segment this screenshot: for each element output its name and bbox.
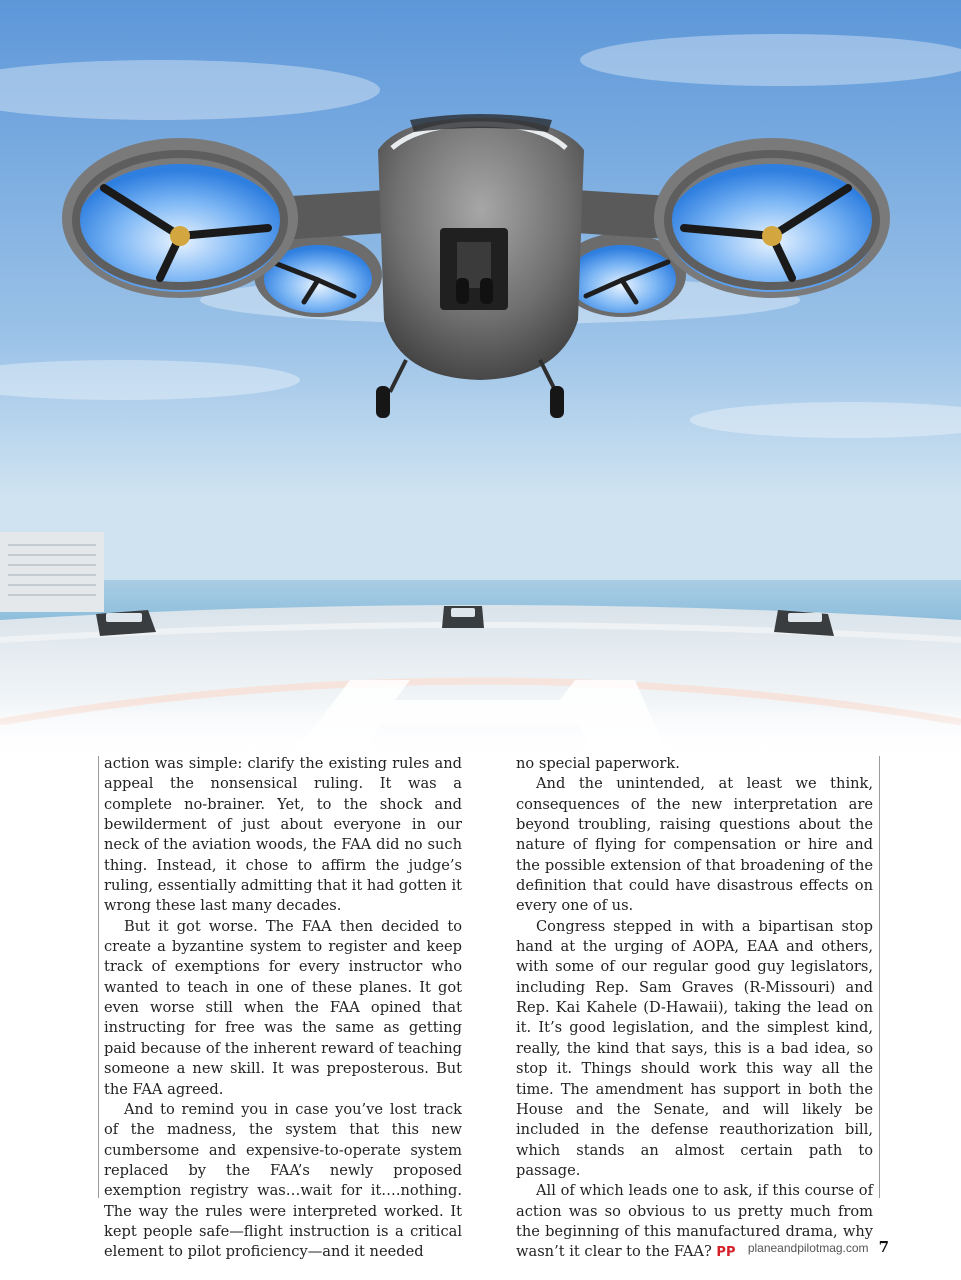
pad-light bbox=[442, 606, 484, 628]
paragraph: And to remind you in case you’ve lost track of the madness, the system that this new cumbersome and expensive-to-operate system replaced by the FAA’s newly proposed exemption registry was…wait for it….nothing. The way the rules were interpreted worked. It kept people safe—flight instruction is a critical element to pilot proficiency—and it needed bbox=[104, 1100, 462, 1261]
end-mark: PP bbox=[716, 1245, 736, 1261]
paragraph: And the unintended, at least we think, consequences of the new interpretation are beyond troubling, raising questions about the nature of flying for compensation or hire and the possible extension of that broadening of the definition that could have disastrous effects on every one of us. bbox=[516, 775, 873, 915]
column-rule bbox=[879, 756, 880, 1198]
pad-light bbox=[96, 610, 156, 636]
paragraph: no special paperwork. bbox=[516, 755, 680, 772]
front-left-rotor bbox=[62, 138, 298, 298]
page-footer bbox=[748, 1238, 889, 1256]
paragraph: action was simple: clarify the existing rules and appeal the nonsensical ruling. It was a complete no-brainer. Yet, to the shock and bewilderment of just about everyone in our neck of the aviation woods, the FAA did no such thing. Instead, it chose to affirm the judge’s ruling, essentially admitting that it had gotten it wrong these last many decades. bbox=[104, 755, 462, 915]
article-column-left bbox=[104, 754, 462, 1263]
footer-site: planeandpilotmag.com bbox=[747, 1241, 869, 1255]
paragraph: But it got worse. The FAA then decided to create a byzantine system to register and keep track of exemptions for every instructor who wanted to teach in one of these planes. It got even worse still when the FAA opined that instructing for free was the same as getting paid because of the inherent reward of teaching someone a new skill. It was preposterous. But the FAA agreed. bbox=[104, 917, 462, 1098]
paragraph: Congress stepped in with a bipartisan stop hand at the urging of AOPA, EAA and others, with some of our regular good guy legislators, including Rep. Sam Graves (R-Missouri) and Rep. Kai Kahele (D-Hawaii), taking the lead on it. It’s good legislation, and the simplest kind, really, the kind that says, this is a bad idea, so stop it. Things should work this way all the time. The amendment has support in both the House and the Senate, and will likely be included in the defense reauthorization bill, which stands an almost certain path to passage. bbox=[516, 917, 873, 1179]
column-rule bbox=[98, 756, 99, 1198]
pad-light bbox=[774, 610, 834, 636]
article-column-right bbox=[516, 754, 873, 1264]
page-number: 7 bbox=[878, 1238, 889, 1256]
paragraph-text: All of which leads one to ask, if this course of action was so obvious to us pretty much from the beginning of this manufactured drama, why wasn’t it clear to the FAA? bbox=[516, 1182, 873, 1261]
front-right-rotor bbox=[654, 138, 890, 298]
